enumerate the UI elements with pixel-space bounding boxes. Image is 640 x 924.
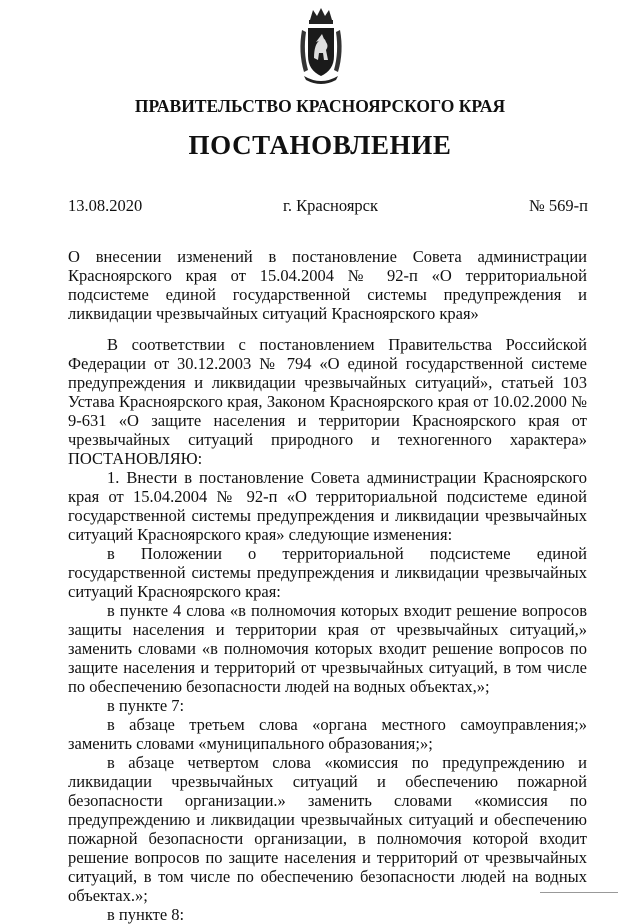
body-paragraph: 1. Внести в постановление Совета администрации Красноярского края от 15.04.2004 № 92-п «О территориальной подсистеме единой государственной системы предупреждения и ликвидации чрезвычайных ситуаций Красноярского края» следующие изменения: xyxy=(68,468,587,544)
body-paragraph: в Положении о территориальной подсистеме единой государственной системы предупреждения и ликвидации чрезвычайных ситуаций Красноярского края: xyxy=(68,544,587,601)
document-body xyxy=(68,335,587,924)
body-paragraph: в абзаце третьем слова «органа местного самоуправления;» заменить словами «муниципального образования;»; xyxy=(68,715,587,753)
body-paragraph: в абзаце четвертом слова «комиссия по предупреждению и ликвидации чрезвычайных ситуаций и обеспечению пожарной безопасности организации.» заменить словами «комиссия по предупреждению и ликвидации чрезвычайных ситуаций и обеспечению пожарной безопасности организации, в полномочия которой входит решение вопросов по защите населения и территорий от чрезвычайных ситуаций, в том числе по обеспечению безопасности людей на водных объектах.»; xyxy=(68,753,587,905)
body-paragraph: в пункте 4 слова «в полномочия которых входит решение вопросов защиты населения и территории края от чрезвычайных ситуаций,» заменить словами «в полномочия которых входит решение вопросов по защите населения и территорий от чрезвычайных ситуаций, в том числе по обеспечению безопасности людей на водных объектах,»; xyxy=(68,601,587,696)
subject-paragraph: О внесении изменений в постановление Совета администрации Красноярского края от 15.04.2004 № 92-п «О территориальной подсистеме единой государственной системы предупреждения и ликвидации чрезвычайных ситуаций Красноярского края» xyxy=(68,247,587,323)
document-city: г. Красноярск xyxy=(283,196,379,215)
document-number: № 569-п xyxy=(529,196,588,215)
document-meta-row xyxy=(68,196,588,218)
body-paragraph: В соответствии с постановлением Правительства Российской Федерации от 30.12.2003 № 794 «О единой государственной системе предупреждения и ликвидации чрезвычайных ситуаций», статьей 103 Устава Красноярского края, Законом Красноярского края от 10.02.2000 № 9-631 «О защите населения и территории Красноярского края от чрезвычайных ситуаций природного и техногенного характера» ПОСТАНОВЛЯЮ: xyxy=(68,335,587,468)
government-title: ПРАВИТЕЛЬСТВО КРАСНОЯРСКОГО КРАЯ xyxy=(134,96,506,116)
scan-edge-mark xyxy=(540,892,618,893)
coat-of-arms-icon xyxy=(296,6,346,88)
document-subject xyxy=(68,247,587,323)
body-paragraph: в пункте 8: xyxy=(107,905,185,924)
document-type-title: ПОСТАНОВЛЕНИЕ xyxy=(188,130,452,160)
document-date: 13.08.2020 xyxy=(68,196,143,215)
body-paragraph: в пункте 7: xyxy=(107,696,185,715)
